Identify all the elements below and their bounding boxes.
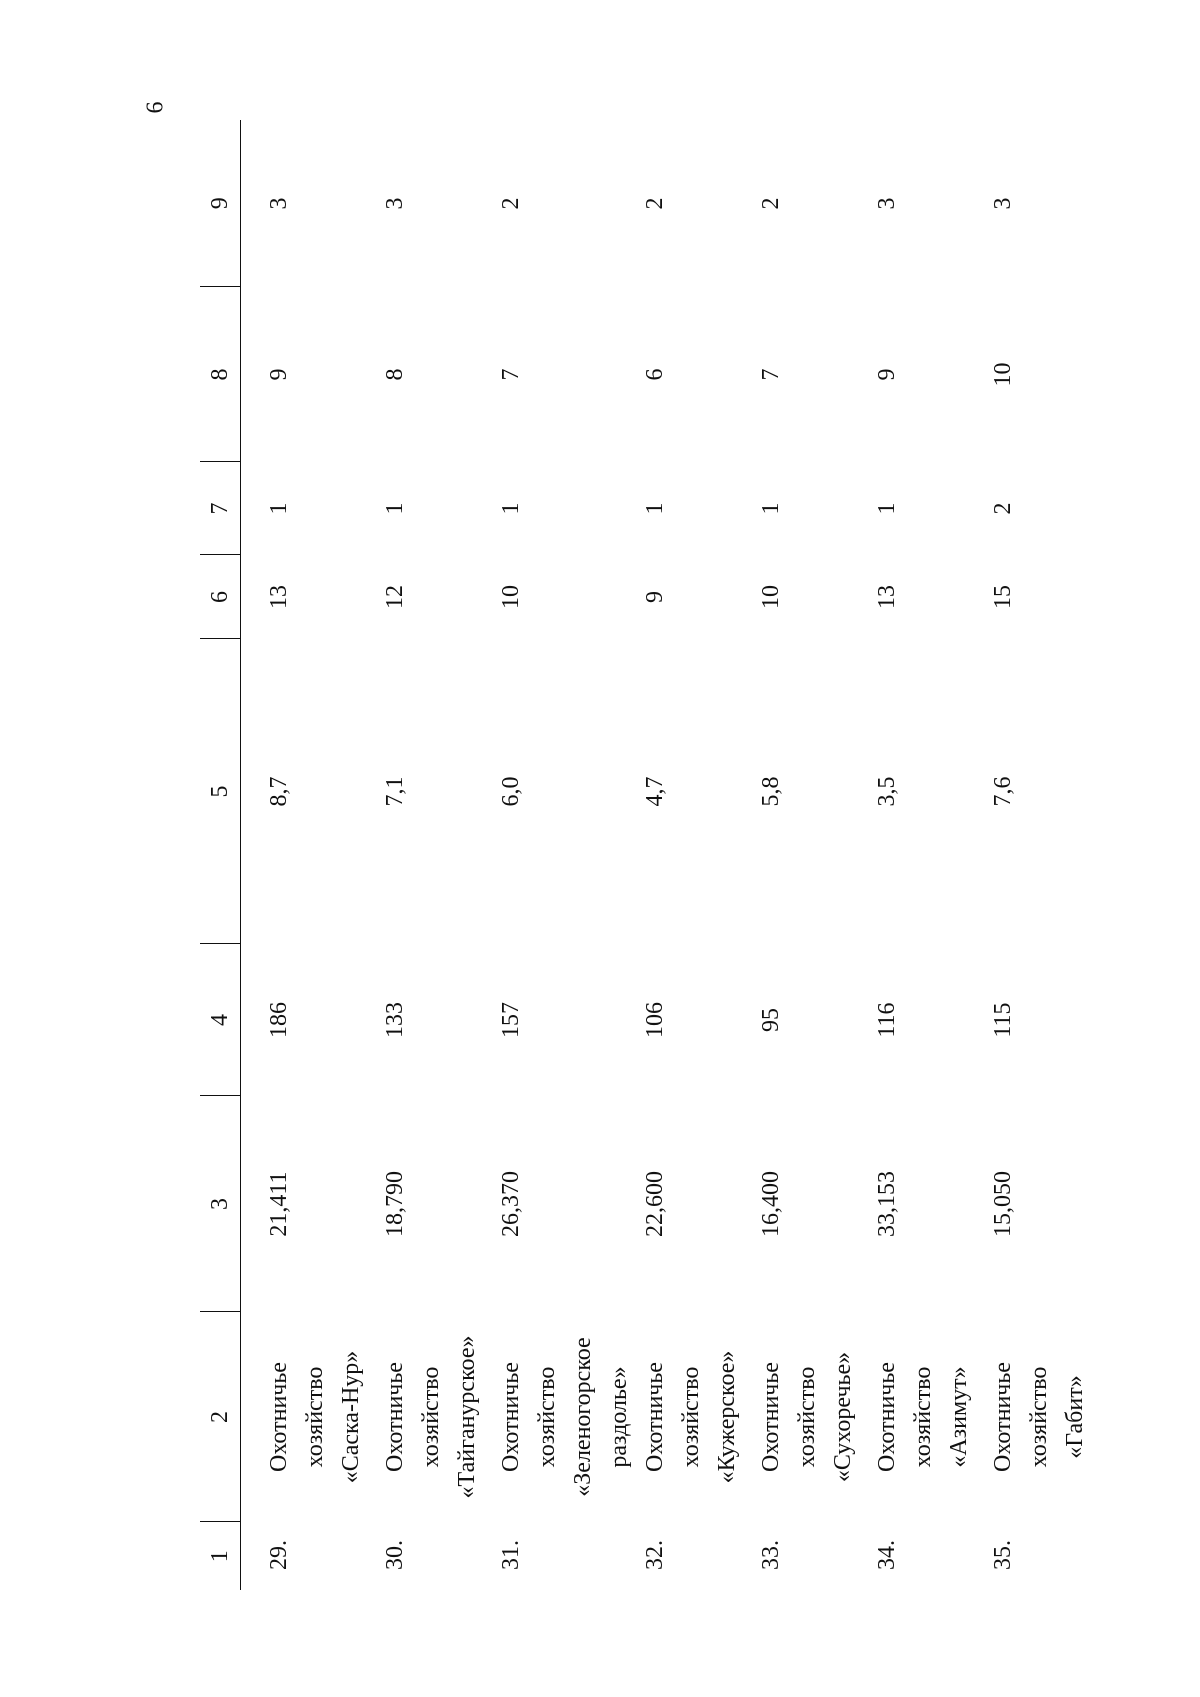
value-cell-c3: 21,411 bbox=[266, 1171, 292, 1237]
value-cell-c9: 3 bbox=[874, 197, 900, 210]
hunting-farm-name-line: «Азимут» bbox=[946, 1366, 972, 1468]
hunting-farm-name-line: Охотничье bbox=[382, 1362, 408, 1472]
table-row bbox=[869, 120, 985, 1590]
column-header: 3 bbox=[200, 1096, 241, 1312]
value-cell-c7: 1 bbox=[498, 502, 524, 515]
value-cell-c8: 7 bbox=[498, 368, 524, 381]
value-cell-c9: 3 bbox=[990, 197, 1016, 210]
hunting-farm-name-cell bbox=[241, 1312, 378, 1522]
value-cell-c5: 7,6 bbox=[990, 776, 1016, 807]
row-number-cell: 35. bbox=[990, 1540, 1016, 1570]
page-number: 6 bbox=[142, 101, 169, 114]
table-body bbox=[241, 120, 1102, 1590]
value-cell-c4: 133 bbox=[382, 1002, 408, 1038]
value-cell-c6: 10 bbox=[758, 585, 784, 609]
value-cell-c4: 186 bbox=[266, 1002, 292, 1038]
row-number-cell: 30. bbox=[382, 1540, 408, 1570]
value-cell-c4: 95 bbox=[758, 1008, 784, 1032]
value-cell-c7: 1 bbox=[874, 502, 900, 515]
hunting-farm-name-cell bbox=[753, 1312, 869, 1522]
value-cell-c7: 1 bbox=[266, 502, 292, 515]
value-cell-c6: 12 bbox=[382, 585, 408, 609]
value-cell-c3: 22,600 bbox=[642, 1171, 668, 1237]
value-cell-c5: 8,7 bbox=[266, 776, 292, 807]
value-cell-c3: 18,790 bbox=[382, 1171, 408, 1237]
hunting-farm-name-line: раздолье» bbox=[606, 1366, 632, 1468]
hunting-farm-name-line: «Сухоречье» bbox=[830, 1351, 856, 1483]
column-header: 7 bbox=[200, 462, 241, 555]
hunting-farm-name-line: хозяйство bbox=[678, 1366, 704, 1468]
column-header: 6 bbox=[200, 555, 241, 639]
table-row bbox=[753, 120, 869, 1590]
value-cell-c5: 4,7 bbox=[642, 776, 668, 807]
value-cell-c7: 1 bbox=[642, 502, 668, 515]
hunting-farm-name-line: Охотничье bbox=[758, 1362, 784, 1472]
hunting-farm-name-cell bbox=[493, 1312, 637, 1522]
hunting-farm-name-line: хозяйство bbox=[418, 1366, 444, 1468]
value-cell-c6: 13 bbox=[874, 585, 900, 609]
rotated-table-container bbox=[200, 120, 1088, 1590]
value-cell-c3: 15,050 bbox=[990, 1171, 1016, 1237]
row-number-cell: 32. bbox=[642, 1540, 668, 1570]
hunting-farm-name-line: хозяйство bbox=[302, 1366, 328, 1468]
value-cell-c8: 9 bbox=[266, 368, 292, 381]
value-cell-c5: 3,5 bbox=[874, 776, 900, 807]
value-cell-c8: 7 bbox=[758, 368, 784, 381]
value-cell-c3: 26,370 bbox=[498, 1171, 524, 1237]
value-cell-c8: 6 bbox=[642, 368, 668, 381]
value-cell-c6: 15 bbox=[990, 585, 1016, 609]
value-cell-c4: 157 bbox=[498, 1002, 524, 1038]
header-row bbox=[200, 120, 241, 1590]
hunting-farm-name-cell bbox=[985, 1312, 1101, 1522]
table-row bbox=[493, 120, 637, 1590]
table-row bbox=[637, 120, 753, 1590]
value-cell-c8: 9 bbox=[874, 368, 900, 381]
value-cell-c9: 2 bbox=[758, 197, 784, 210]
column-header: 9 bbox=[200, 120, 241, 287]
hunting-farm-name-line: Охотничье bbox=[266, 1362, 292, 1472]
hunting-farms-table bbox=[200, 120, 1101, 1590]
value-cell-c3: 16,400 bbox=[758, 1171, 784, 1237]
hunting-farm-name-line: хозяйство bbox=[534, 1366, 560, 1468]
row-number-cell: 29. bbox=[266, 1540, 292, 1570]
hunting-farm-name-line: «Кужерское» bbox=[714, 1350, 740, 1484]
value-cell-c7: 1 bbox=[758, 502, 784, 515]
hunting-farm-name-cell bbox=[869, 1312, 985, 1522]
table-row bbox=[985, 120, 1101, 1590]
column-header: 5 bbox=[200, 639, 241, 944]
value-cell-c4: 115 bbox=[990, 1002, 1016, 1038]
hunting-farm-name-cell bbox=[637, 1312, 753, 1522]
hunting-farm-name-line: хозяйство bbox=[794, 1366, 820, 1468]
hunting-farm-name-line: «Зеленогорское bbox=[570, 1337, 596, 1497]
hunting-farm-name-line: Охотничье bbox=[498, 1362, 524, 1472]
hunting-farm-name-line: хозяйство bbox=[1026, 1366, 1052, 1468]
value-cell-c5: 7,1 bbox=[382, 776, 408, 807]
value-cell-c9: 2 bbox=[642, 197, 668, 210]
value-cell-c4: 106 bbox=[642, 1002, 668, 1038]
hunting-farm-name-line: хозяйство bbox=[910, 1366, 936, 1468]
row-number-cell: 34. bbox=[874, 1540, 900, 1570]
value-cell-c9: 3 bbox=[266, 197, 292, 210]
hunting-farm-name-line: Охотничье bbox=[642, 1362, 668, 1472]
value-cell-c8: 10 bbox=[990, 362, 1016, 387]
value-cell-c6: 10 bbox=[498, 585, 524, 609]
hunting-farm-name-cell bbox=[377, 1312, 493, 1522]
hunting-farm-name-line: «Саска-Нур» bbox=[338, 1350, 364, 1484]
column-header: 1 bbox=[200, 1522, 241, 1590]
value-cell-c5: 6,0 bbox=[498, 776, 524, 807]
value-cell-c3: 33,153 bbox=[874, 1171, 900, 1237]
column-header: 4 bbox=[200, 944, 241, 1096]
hunting-farm-name-line: «Тайганурское» bbox=[454, 1335, 480, 1499]
table-row bbox=[241, 120, 378, 1590]
value-cell-c5: 5,8 bbox=[758, 776, 784, 807]
column-header: 8 bbox=[200, 287, 241, 462]
value-cell-c6: 13 bbox=[266, 585, 292, 609]
hunting-farm-name-line: Охотничье bbox=[874, 1362, 900, 1472]
hunting-farm-name-line: «Габит» bbox=[1062, 1375, 1088, 1459]
hunting-farm-name-line: Охотничье bbox=[990, 1362, 1016, 1472]
row-number-cell: 33. bbox=[758, 1540, 784, 1570]
value-cell-c7: 2 bbox=[990, 502, 1016, 515]
row-number-cell: 31. bbox=[498, 1540, 524, 1570]
value-cell-c9: 2 bbox=[498, 197, 524, 210]
value-cell-c7: 1 bbox=[382, 502, 408, 515]
value-cell-c6: 9 bbox=[642, 591, 668, 603]
value-cell-c8: 8 bbox=[382, 368, 408, 381]
value-cell-c4: 116 bbox=[874, 1002, 900, 1038]
value-cell-c9: 3 bbox=[382, 197, 408, 210]
table-row bbox=[377, 120, 493, 1590]
column-header: 2 bbox=[200, 1312, 241, 1522]
